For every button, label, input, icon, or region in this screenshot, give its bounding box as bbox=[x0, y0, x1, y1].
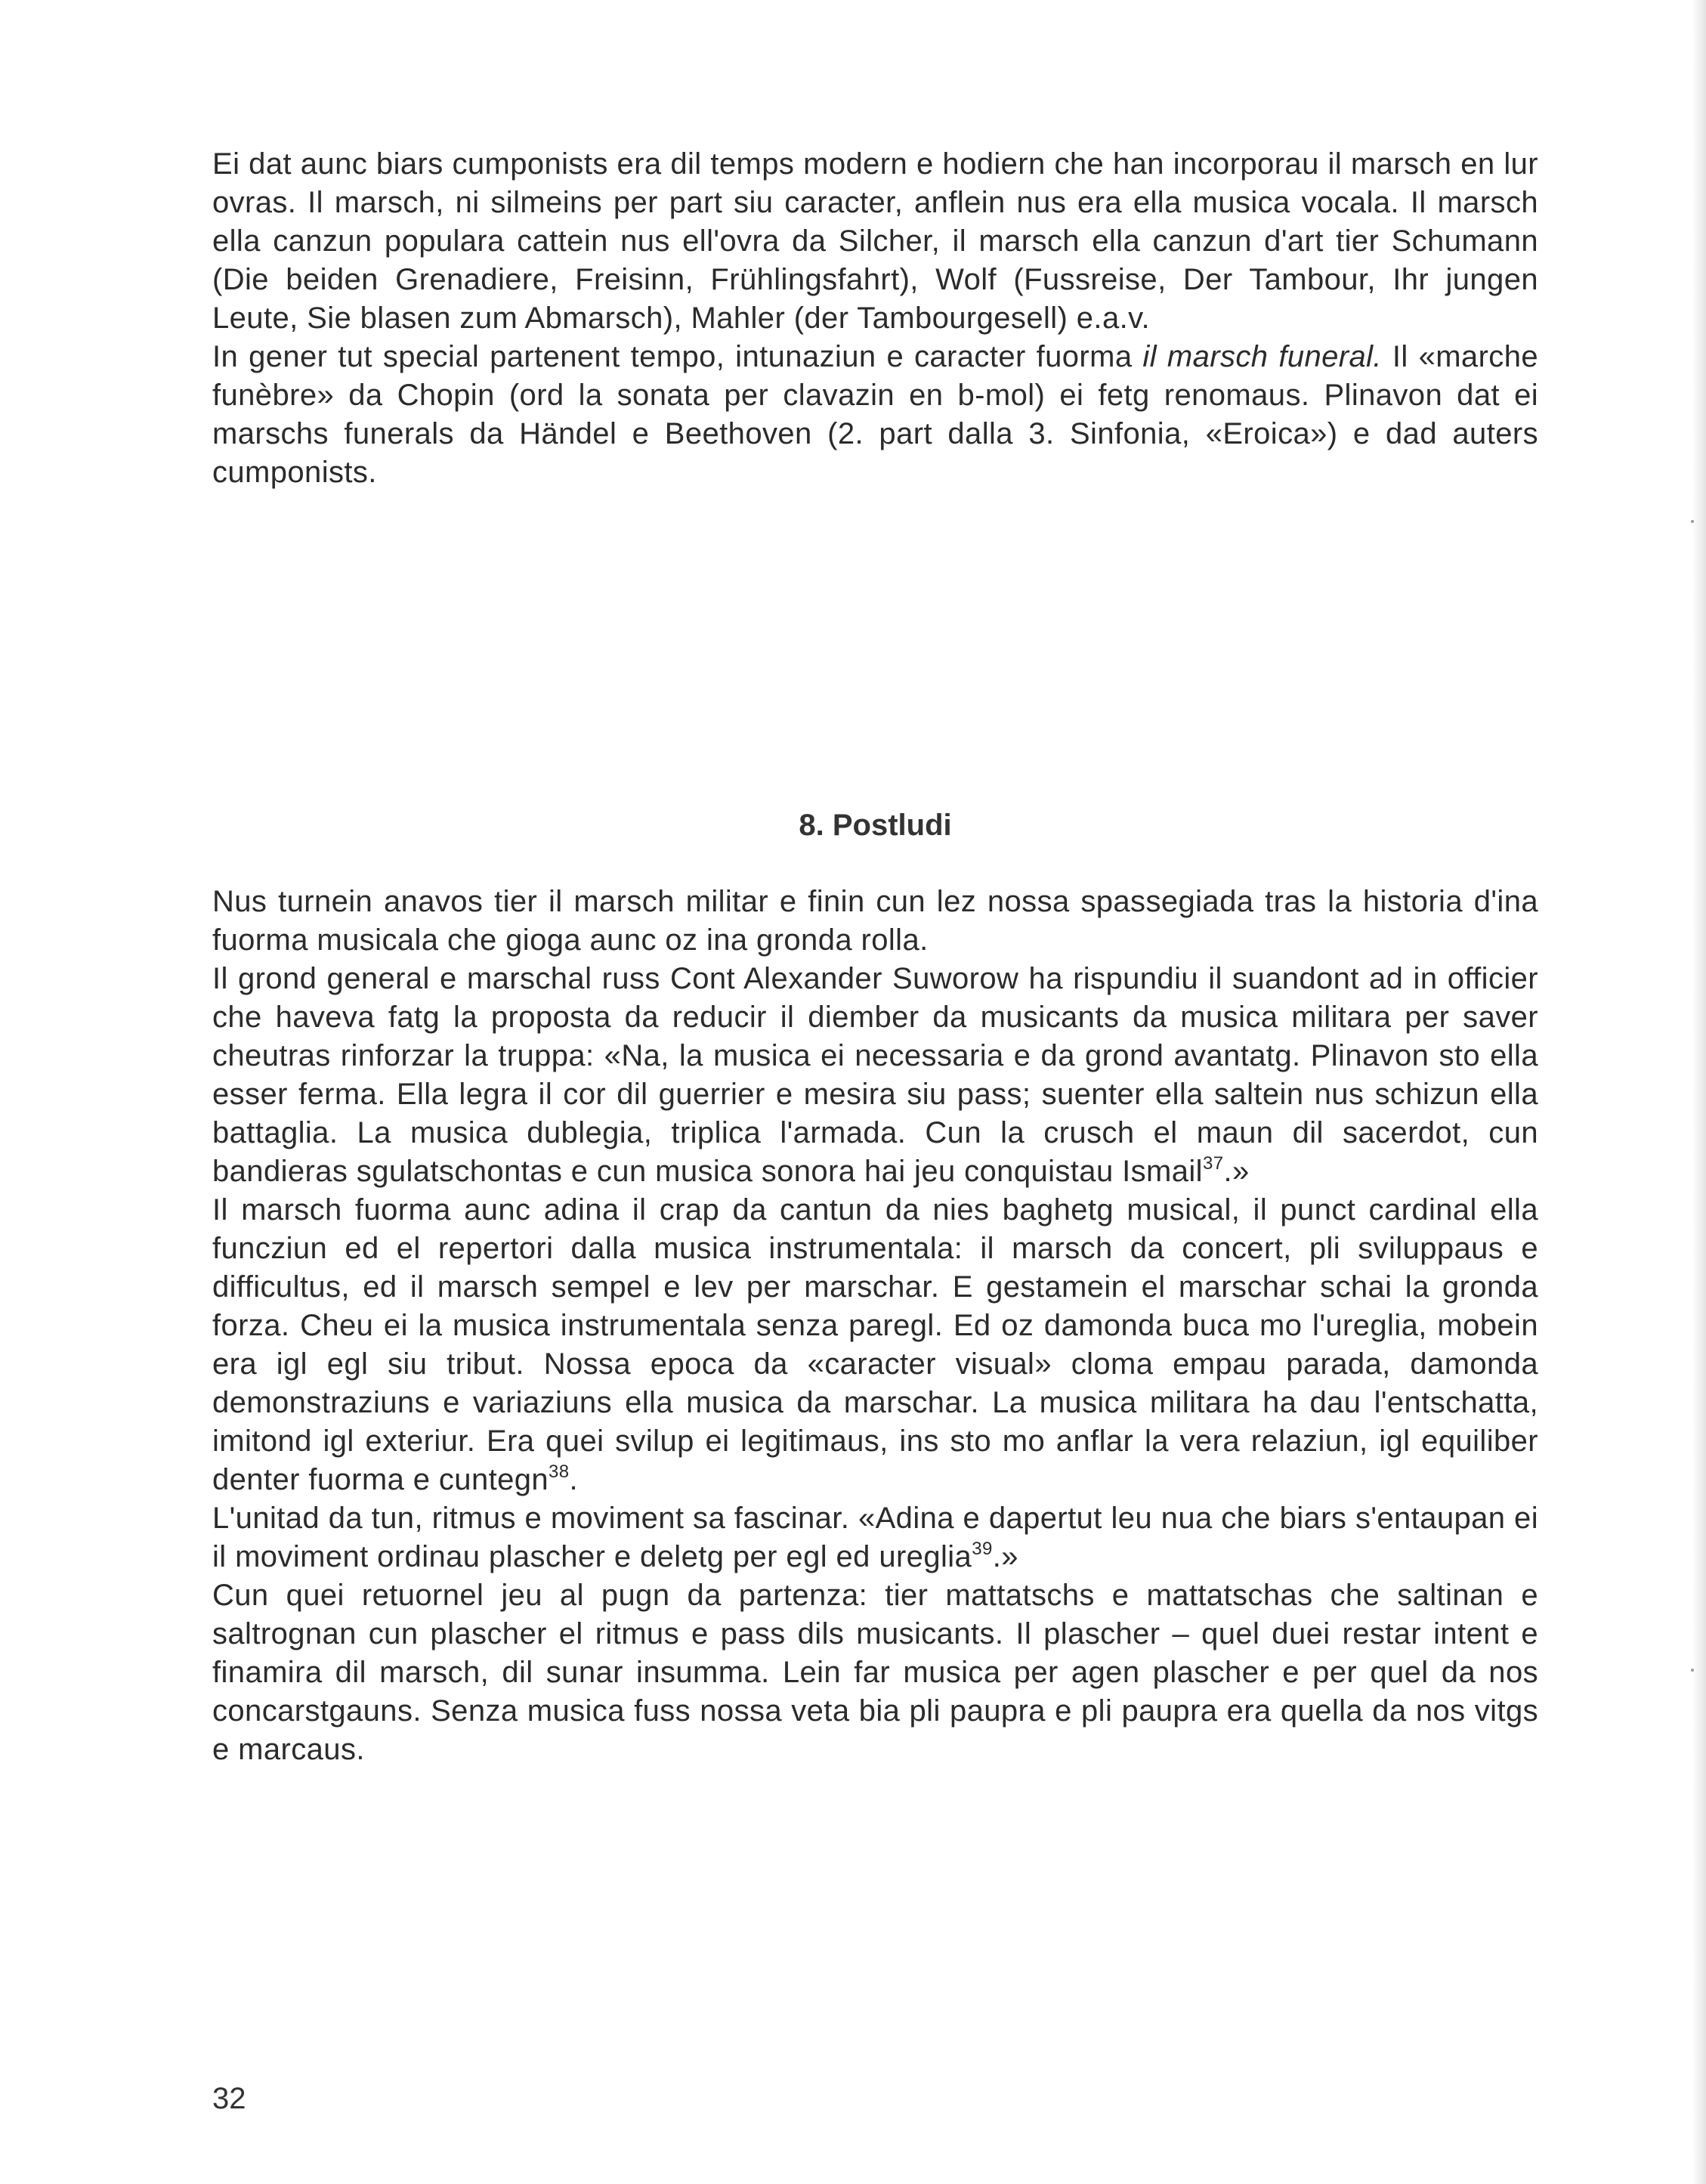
section-marsch-vocal bbox=[212, 145, 1538, 492]
unity-text: L'unitad da tun, ritmus e moviment sa fascinar. «Adina e dapertut leu nua che biars s'entaupan ei il moviment ordinau plascher e deletg per egl ed ureglia bbox=[212, 1502, 1538, 1573]
page-number: 32 bbox=[212, 2082, 246, 2115]
concert-text: Il marsch fuorma aunc adina il crap da cantun da nies baghetg musical, il punct cardinal ella funcziun ed el repertori dalla musica instrumentala: il marsch da concert, pli sviluppaus e difficultus, ed il marsch sempel e lev per marschar. E gestamein el marschar schai la gronda forza. Cheu ei la musica instrumentala senza paregl. Ed oz damonda buca mo l'ureglia, mobein era igl egl siu tribut. Nossa epoca da «caracter visual» cloma empau parada, damonda demonstraziuns e variaziuns ella musica da marschar. La musica militara ha dau l'entschatta, imitond igl exteriur. Era quei svilup ei legitimaus, ins sto mo anflar la vera relaziun, igl equiliber denter fuorma e cuntegn bbox=[212, 1193, 1538, 1496]
paragraph-unity bbox=[212, 1499, 1538, 1576]
funeral-text-after: Il «marche funèbre» da Chopin (ord la sonata per clavazin en b-mol) ei fetg renomaus. Plinavon dat ei marschs funerals da Händel e Beethoven (2. part dalla 3. Sinfonia, «Eroica») e dad auters cumponists. bbox=[212, 340, 1538, 489]
concert-tail: . bbox=[569, 1463, 579, 1496]
paragraph-concert-march bbox=[212, 1191, 1538, 1499]
paragraph-vocal-music: Ei dat aunc biars cumponists era dil temps modern e hodiern che han incorporau il marsch en lur ovras. Il marsch, ni silmeins per part siu caracter, anflein nus era ella musica vocala. Il marsch ella canzun populara cattein nus ell'ovra da Silcher, il marsch ella canzun d'art tier Schumann (Die beiden Grenadiere, Freisinn, Frühlingsfahrt), Wolf (Fussreise, Der Tambour, Ihr jungen Leute, Sie blasen zum Abmarsch), Mahler (der Tambourgesell) e.a.v. bbox=[212, 147, 1538, 335]
scan-speck bbox=[1691, 1669, 1694, 1672]
paragraph-suworow-quote bbox=[212, 960, 1538, 1191]
footnote-ref-38: 38 bbox=[549, 1462, 570, 1482]
scan-speck bbox=[1691, 520, 1694, 523]
funeral-italic-term: il marsch funeral. bbox=[1142, 340, 1382, 373]
footnote-ref-37: 37 bbox=[1202, 1153, 1224, 1174]
suworow-tail: .» bbox=[1223, 1155, 1250, 1188]
section-postludi-body bbox=[212, 883, 1538, 1769]
paragraph-funeral-march bbox=[212, 338, 1538, 492]
paragraph-military-march: Nus turnein anavos tier il marsch militar e finin cun lez nossa spassegiada tras la historia d'ina fuorma musicala che gioga aunc oz ina gronda rolla. bbox=[212, 885, 1538, 957]
paragraph-conclusion: Cun quei retuornel jeu al pugn da partenza: tier mattatschs e mattatschas che saltinan e saltrognan cun plascher el ritmus e pass dils musicants. Il plascher – quel duei restar intent e finamira dil marsch, dil sunar insumma. Lein far musica per agen plascher e per quel da nos concarstgauns. Senza musica fuss nossa veta bia pli paupra e pli paupra era quella da nos vitgs e marcaus. bbox=[212, 1579, 1538, 1766]
unity-tail: .» bbox=[992, 1540, 1018, 1573]
funeral-text-before: In gener tut special partenent tempo, intunaziun e caracter fuorma bbox=[212, 340, 1143, 373]
footnote-ref-39: 39 bbox=[972, 1539, 993, 1559]
page-edge-shadow bbox=[1692, 0, 1706, 2184]
section-heading-postludi: 8. Postludi bbox=[799, 809, 952, 842]
suworow-text: Il grond general e marschal russ Cont Alexander Suworow ha rispundiu il suandont ad in officier che haveva fatg la proposta da reducir il diember da musicants da musica militara per saver cheutras rinforzar la truppa: «Na, la musica ei necessaria e da grond avantatg. Plinavon sto ella esser ferma. Ella legra il cor dil guerrier e mesira siu pass; suenter ella saltein nus schizun ella battaglia. La musica dublegia, triplica l'armada. Cun la crusch el maun dil sacerdot, cun bandieras sgulatschontas e cun musica sonora hai jeu conquistau Ismail bbox=[212, 962, 1538, 1188]
